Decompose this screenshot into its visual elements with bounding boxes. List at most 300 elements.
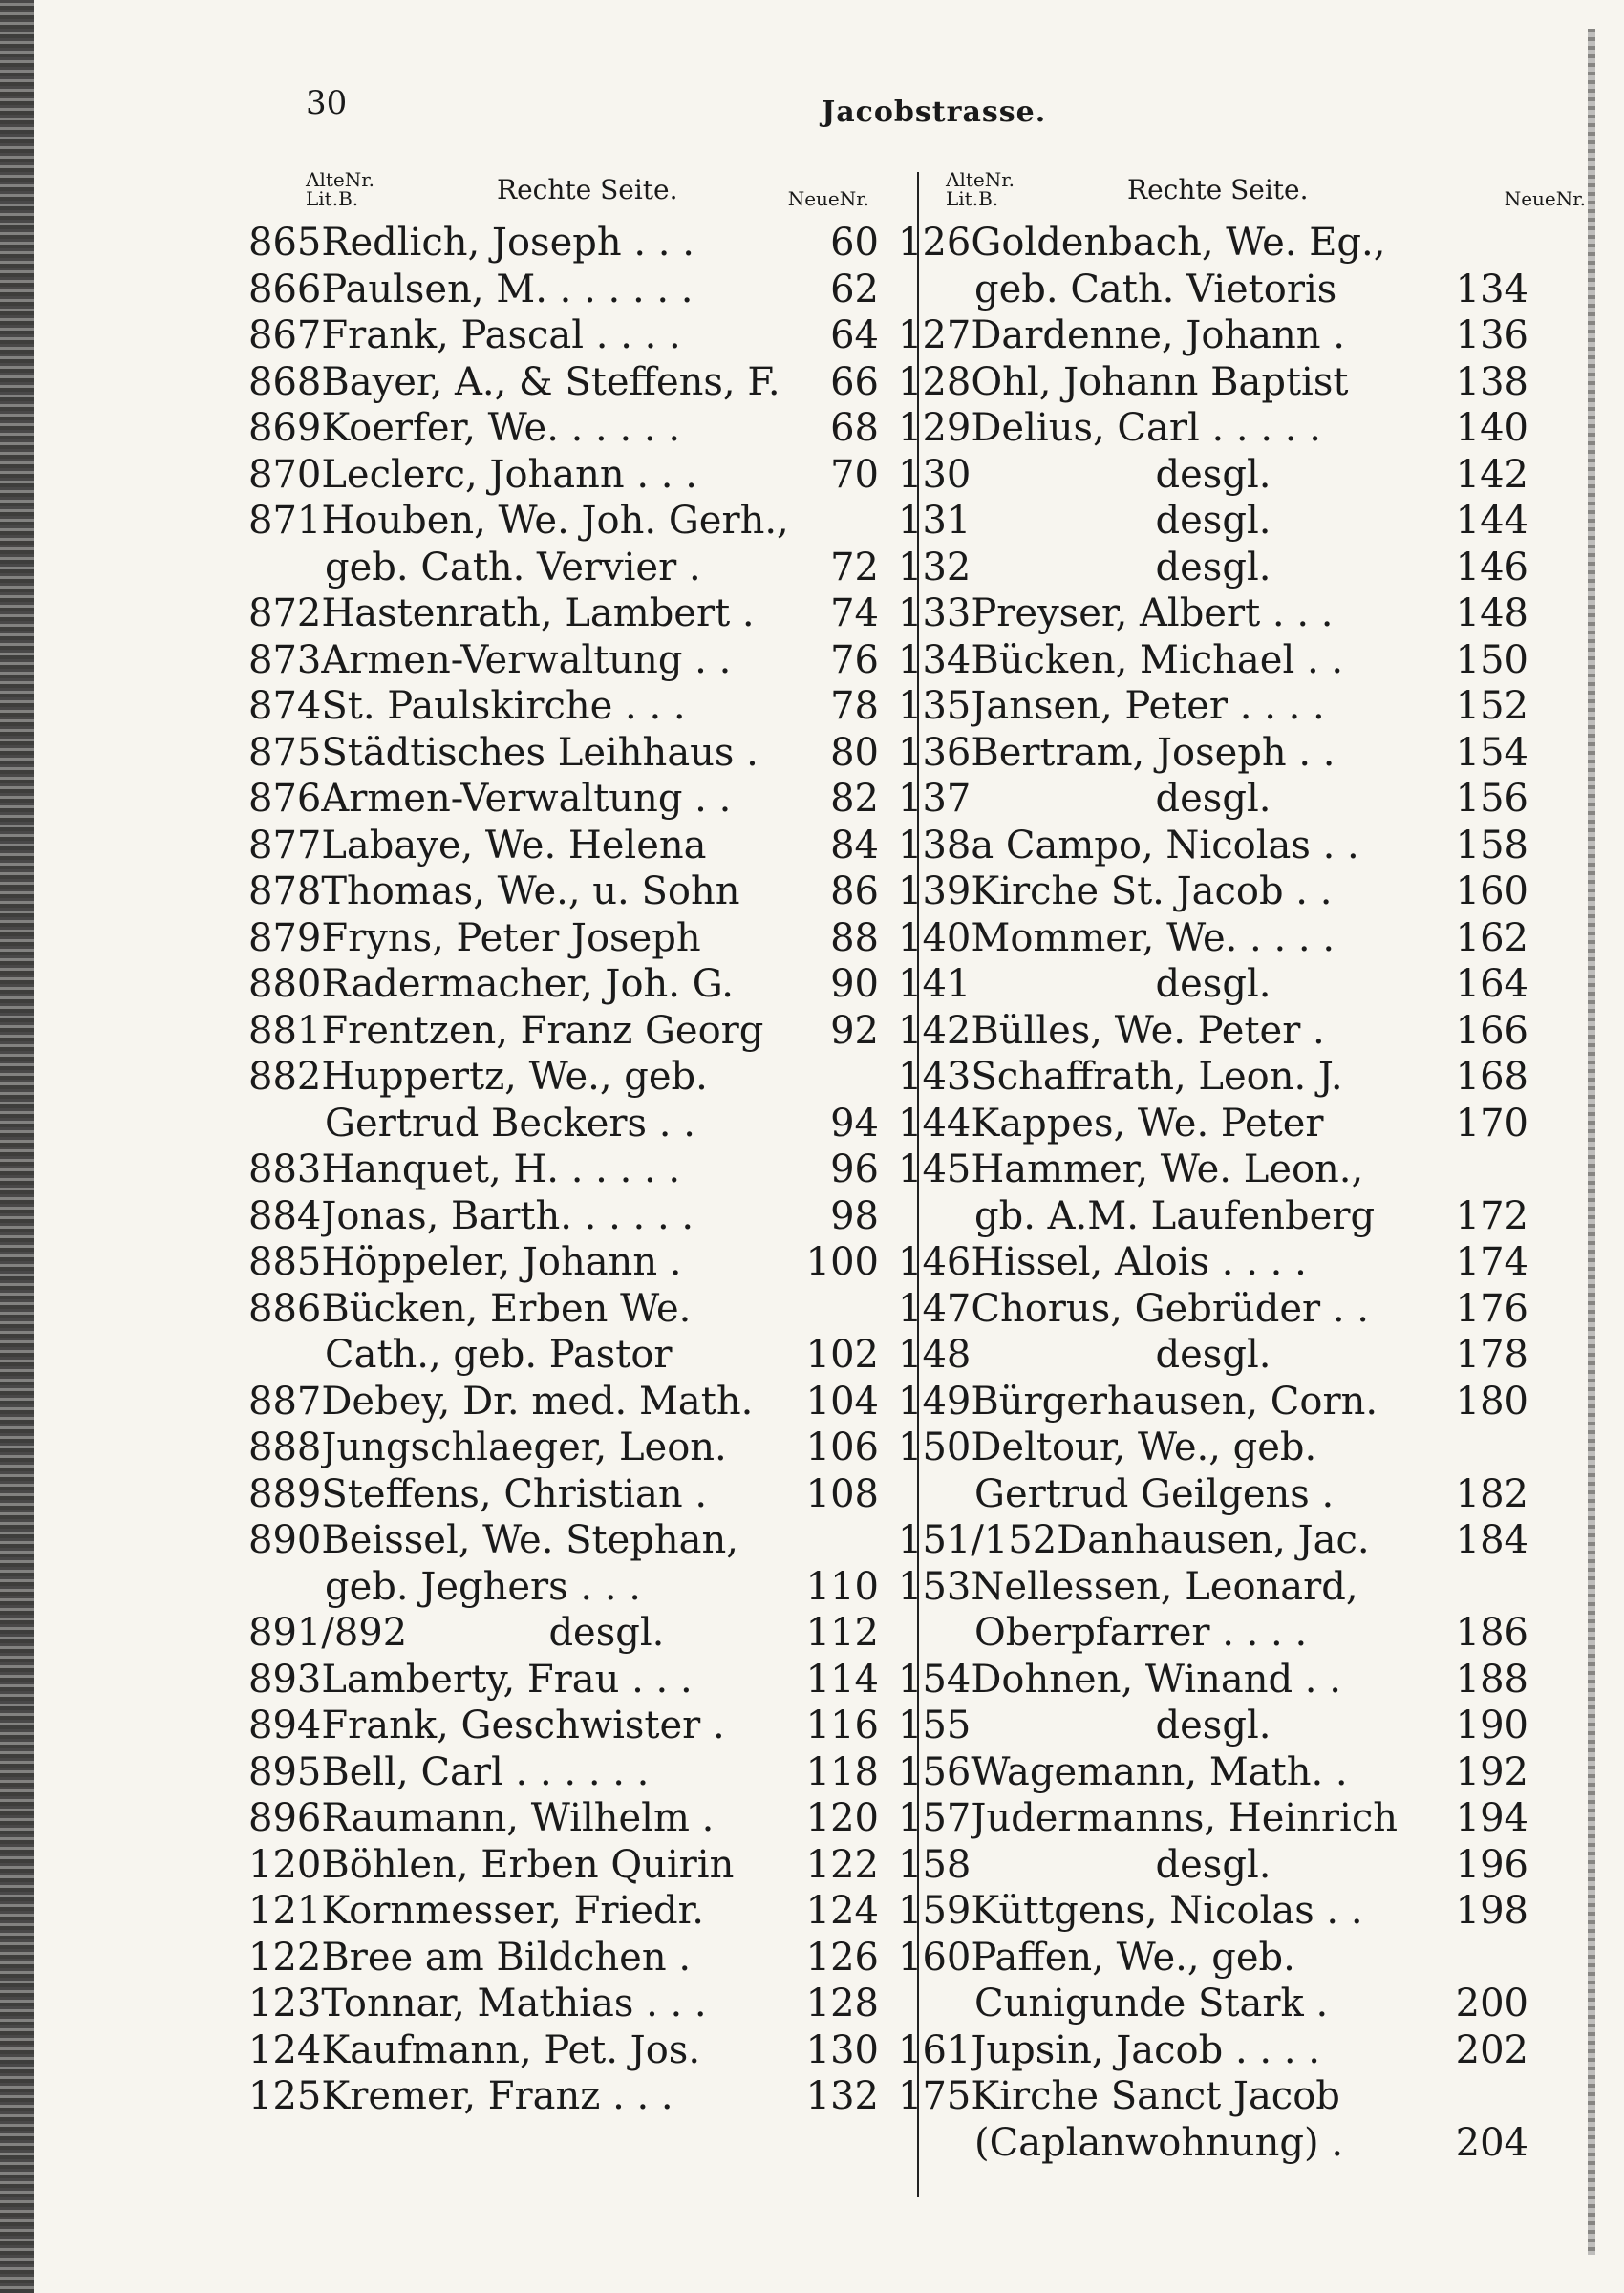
new-number: 82 [830,777,879,821]
table-row [898,823,1528,869]
old-number: 894 [248,1704,322,1747]
new-number: 192 [1455,1749,1528,1794]
old-number: 885 [248,1240,322,1284]
owner-name: Nellessen, Leonard, [971,1564,1358,1609]
left-column [248,170,879,2120]
old-number: 889 [248,1471,322,1516]
table-row [898,405,1528,452]
owner-name: Kappes, We. Peter [971,1101,1324,1146]
old-number: 138 [898,823,972,868]
table-row [248,1101,879,1147]
table-row [248,776,879,823]
table-row [898,1239,1528,1286]
old-number: 153 [898,1564,972,1609]
old-number: 888 [248,1425,322,1469]
owner-name: Tonnar, Mathias . . . [321,1982,707,2025]
new-number: 70 [830,452,879,497]
old-number: 137 [898,777,972,821]
owner-name: Kaufmann, Pet. Jos. [321,2027,701,2072]
new-number: 60 [830,221,879,265]
owner-name: Dardenne, Johann . [971,313,1345,357]
table-row [248,1842,879,1889]
owner-name: Debey, Dr. med. Math. [321,1379,754,1424]
alte-nr-header: AlteNr. Lit.B. [946,168,1015,210]
old-number: 127 [898,313,972,357]
new-number: 190 [1455,1704,1528,1747]
owner-name: geb. Cath. Vietoris [974,267,1337,311]
old-number: 140 [898,915,972,960]
owner-name: Huppertz, We., geb. [321,1055,708,1099]
owner-name: Redlich, Joseph . . . [321,221,694,265]
new-number: 94 [830,1101,879,1146]
table-row [248,823,879,869]
old-number: 146 [898,1240,972,1284]
owner-name: desgl. [1155,499,1271,543]
table-row [898,452,1528,499]
new-number: 92 [830,1008,879,1053]
old-number: 123 [248,1982,322,2025]
owner-name: Bell, Carl . . . . . . [321,1749,650,1794]
neue-nr-header: NeueNr. [787,187,869,210]
table-row [898,1795,1528,1842]
scan-binding-edge [0,0,34,2293]
new-number: 194 [1455,1796,1528,1840]
new-number: 198 [1455,1889,1528,1933]
scan-page-edge [1588,29,1595,2255]
owner-name: Bertram, Joseph . . [971,730,1336,775]
old-number: 129 [898,406,972,450]
old-number: 125 [248,2074,322,2118]
table-row [898,1749,1528,1796]
owner-name: Hastenrath, Lambert . [321,591,755,635]
owner-name: desgl. [1155,1333,1271,1377]
table-row [248,1054,879,1101]
owner-name: Bücken, Michael . . [971,637,1344,682]
old-number: 882 [248,1055,322,1099]
table-row [248,312,879,359]
old-number: 120 [248,1842,322,1887]
old-number: 135 [898,684,972,728]
seite-header: Rechte Seite. [497,174,678,205]
owner-name: Preyser, Albert . . . [971,591,1334,635]
page-number: 30 [306,84,348,122]
table-row [248,220,879,267]
new-number: 186 [1455,1611,1528,1655]
owner-name: gb. A.M. Laufenberg [974,1193,1376,1238]
new-number: 88 [830,915,879,960]
old-number: 143 [898,1055,972,1099]
table-row [248,267,879,313]
new-number: 136 [1455,313,1528,357]
table-row [248,1471,879,1518]
new-number: 178 [1455,1333,1528,1377]
old-number: 874 [248,684,322,728]
old-number: 870 [248,452,322,497]
old-number: 122 [248,1935,322,1980]
new-number: 110 [805,1564,879,1609]
owner-name: Mommer, We. . . . . [971,915,1336,960]
old-number: 865 [248,221,322,265]
owner-name: Ohl, Johann Baptist [971,359,1349,404]
old-number: 136 [898,730,972,775]
old-number: 128 [898,359,972,404]
owner-name: Jupsin, Jacob . . . . [971,2027,1320,2072]
owner-name: Fryns, Peter Joseph [321,915,701,960]
new-number: 174 [1455,1240,1528,1284]
table-row [248,868,879,915]
old-number: 875 [248,730,322,775]
table-row [248,1795,879,1842]
owner-name: Houben, We. Joh. Gerh., [321,499,789,543]
new-number: 126 [805,1935,879,1980]
old-number: 880 [248,962,322,1006]
owner-name: Bree am Bildchen . [321,1935,692,1980]
owner-name: Jonas, Barth. . . . . . [321,1193,694,1238]
owner-name: Küttgens, Nicolas . . [971,1889,1363,1933]
owner-name: Cath., geb. Pastor [325,1333,673,1377]
table-row [898,1517,1528,1564]
new-number: 146 [1455,545,1528,589]
new-number: 72 [830,545,879,589]
old-number: 883 [248,1147,322,1191]
new-number: 64 [830,313,879,357]
old-number: 884 [248,1193,322,1238]
right-column [898,168,1586,2166]
old-number: 160 [898,1935,972,1980]
table-row [248,2073,879,2120]
old-number: 873 [248,637,322,682]
new-number: 118 [805,1749,879,1794]
owner-name: Cunigunde Stark . [974,1982,1329,2025]
table-row [898,1379,1528,1425]
new-number: 142 [1455,452,1528,497]
new-number: 162 [1455,915,1528,960]
old-number: 891/892 [248,1611,408,1655]
table-row [248,1425,879,1471]
new-number: 180 [1455,1379,1528,1424]
entry-list [248,220,879,2120]
table-row [248,498,879,545]
old-number: 131 [898,499,972,543]
owner-name: desgl. [1155,545,1271,589]
owner-name: Goldenbach, We. Eg., [971,221,1386,265]
new-number: 200 [1455,1982,1528,2025]
new-number: 120 [805,1796,879,1840]
owner-name: Schaffrath, Leon. J. [971,1055,1343,1099]
owner-name: desgl. [1155,1704,1271,1747]
owner-name: Hammer, We. Leon., [971,1147,1364,1191]
new-number: 114 [805,1657,879,1702]
new-number: 196 [1455,1842,1528,1887]
new-number: 154 [1455,730,1528,775]
owner-name: Chorus, Gebrüder . . [971,1286,1370,1331]
owner-name: geb. Cath. Vervier . [325,545,701,589]
owner-name: Beissel, We. Stephan, [321,1518,738,1562]
old-number: 148 [898,1333,972,1377]
owner-name: Lamberty, Frau . . . [321,1657,693,1702]
owner-name: Kornmesser, Friedr. [321,1889,705,1933]
table-row [898,961,1528,1008]
table-row [898,359,1528,406]
owner-name: Städtisches Leihhaus . [321,730,759,775]
owner-name: Koerfer, We. . . . . . [321,406,681,450]
old-number: 124 [248,2027,322,2072]
owner-name: Armen-Verwaltung . . [321,637,732,682]
old-number: 155 [898,1704,972,1747]
table-row [898,637,1528,684]
table-row [898,868,1528,915]
old-number: 149 [898,1379,972,1424]
owner-name: Frentzen, Franz Georg [321,1008,764,1053]
table-row [898,1564,1528,1611]
old-number: 126 [898,221,972,265]
table-row [898,1981,1528,2027]
table-row [248,2027,879,2074]
old-number: 886 [248,1286,322,1331]
new-number: 116 [805,1704,879,1747]
old-number: 893 [248,1657,322,1702]
table-row [248,590,879,637]
new-number: 156 [1455,777,1528,821]
old-number: 158 [898,1842,972,1887]
old-number: 150 [898,1425,972,1469]
owner-name: Paffen, We., geb. [971,1935,1295,1980]
owner-name: Höppeler, Johann . [321,1240,682,1284]
new-number: 106 [805,1425,879,1469]
new-number: 98 [830,1193,879,1238]
table-row [248,961,879,1008]
new-number: 176 [1455,1286,1528,1331]
owner-name: Jungschlaeger, Leon. [321,1425,727,1469]
table-row [898,1146,1528,1193]
new-number: 170 [1455,1101,1528,1146]
old-number: 878 [248,869,322,913]
old-number: 132 [898,545,972,589]
new-number: 152 [1455,684,1528,728]
new-number: 108 [805,1471,879,1516]
table-row [898,1054,1528,1101]
table-row [248,1379,879,1425]
new-number: 86 [830,869,879,913]
table-row [898,267,1528,313]
old-number: 175 [898,2074,972,2118]
old-number: 154 [898,1657,972,1702]
table-row [898,1703,1528,1749]
owner-name: desgl. [1155,962,1271,1006]
new-number: 140 [1455,406,1528,450]
old-number: 868 [248,359,322,404]
owner-name: Hanquet, H. . . . . . [321,1147,681,1191]
new-number: 74 [830,591,879,635]
table-row [248,683,879,730]
old-number: 147 [898,1286,972,1331]
owner-name: Raumann, Wilhelm . [321,1796,715,1840]
old-number: 139 [898,869,972,913]
old-number: 895 [248,1749,322,1794]
table-row [898,498,1528,545]
table-row [898,1425,1528,1471]
table-row [898,312,1528,359]
owner-name: Wagemann, Math. . [971,1749,1348,1794]
table-row [898,545,1528,591]
owner-name: Kremer, Franz . . . [321,2074,673,2118]
table-row [248,1888,879,1935]
table-row [898,1286,1528,1333]
new-number: 100 [805,1240,879,1284]
new-number: 160 [1455,869,1528,913]
old-number: 879 [248,915,322,960]
new-number: 76 [830,637,879,682]
new-number: 172 [1455,1193,1528,1238]
old-number: 142 [898,1008,972,1053]
table-row [898,590,1528,637]
old-number: 896 [248,1796,322,1840]
seite-header: Rechte Seite. [1127,174,1309,205]
new-number: 78 [830,684,879,728]
owner-name: Böhlen, Erben Quirin [321,1842,735,1887]
new-number: 168 [1455,1055,1528,1099]
new-number: 62 [830,267,879,311]
column-header [248,170,879,220]
new-number: 104 [805,1379,879,1424]
new-number: 130 [805,2027,879,2072]
owner-name: desgl. [1155,777,1271,821]
table-row [248,1657,879,1704]
new-number: 150 [1455,637,1528,682]
old-number: 157 [898,1796,972,1840]
table-row [248,915,879,962]
owner-name: Kirche St. Jacob . . [971,869,1333,913]
table-row [248,405,879,452]
owner-name: Steffens, Christian . [321,1471,708,1516]
owner-name: geb. Jeghers . . . [325,1564,641,1609]
table-row [898,683,1528,730]
owner-name: St. Paulskirche . . . [321,684,686,728]
table-row [248,452,879,499]
old-number: 151/152 [898,1518,1058,1562]
owner-name: desgl. [1155,1842,1271,1887]
table-row [248,1981,879,2027]
owner-name: Bülles, We. Peter . [971,1008,1325,1053]
owner-name: Bücken, Erben We. [321,1286,692,1331]
table-row [248,1193,879,1240]
old-number: 133 [898,591,972,635]
table-row [898,1657,1528,1704]
table-row [898,1008,1528,1055]
owner-name: Danhausen, Jac. [1057,1518,1370,1562]
old-number: 130 [898,452,972,497]
owner-name: Frank, Pascal . . . . [321,313,681,357]
owner-name: Hissel, Alois . . . . [971,1240,1307,1284]
table-row [248,1564,879,1611]
old-number: 869 [248,406,322,450]
new-number: 66 [830,359,879,404]
owner-name: Jansen, Peter . . . . [971,684,1325,728]
owner-name: Radermacher, Joh. G. [321,962,734,1006]
table-row [898,1101,1528,1147]
old-number: 159 [898,1889,972,1933]
owner-name: Labaye, We. Helena [321,823,707,868]
table-row [898,1332,1528,1379]
old-number: 867 [248,313,322,357]
table-row [898,1935,1528,1982]
owner-name: Bayer, A., & Steffens, F. [321,359,780,404]
new-number: 124 [805,1889,879,1933]
owner-name: Armen-Verwaltung . . [321,777,732,821]
old-number: 134 [898,637,972,682]
new-number: 112 [805,1611,879,1655]
new-number: 188 [1455,1657,1528,1702]
table-row [248,359,879,406]
old-number: 876 [248,777,322,821]
table-row [248,1286,879,1333]
owner-name: Leclerc, Johann . . . [321,452,697,497]
table-row [248,1749,879,1796]
new-number: 128 [805,1982,879,2025]
old-number: 872 [248,591,322,635]
table-row [248,730,879,777]
old-number: 866 [248,267,322,311]
table-row [248,1146,879,1193]
table-row [898,776,1528,823]
table-row [248,545,879,591]
new-number: 166 [1455,1008,1528,1053]
owner-name: Dohnen, Winand . . [971,1657,1341,1702]
table-row [248,1517,879,1564]
new-number: 204 [1455,2120,1528,2165]
owner-name: Frank, Geschwister . [321,1704,725,1747]
table-row [898,915,1528,962]
owner-name: Paulsen, M. . . . . . . [321,267,694,311]
owner-name: Delius, Carl . . . . . [971,406,1321,450]
table-row [898,1842,1528,1889]
alte-nr-header: AlteNr. Lit.B. [306,168,374,210]
table-row [898,2073,1528,2120]
old-number: 121 [248,1889,322,1933]
new-number: 158 [1455,823,1528,868]
table-row [248,1332,879,1379]
owner-name: desgl. [548,1611,665,1655]
old-number: 881 [248,1008,322,1053]
table-row [898,1193,1528,1240]
old-number: 871 [248,499,322,543]
new-number: 184 [1455,1518,1528,1562]
table-row [248,1008,879,1055]
old-number: 145 [898,1147,972,1191]
new-number: 122 [805,1842,879,1887]
old-number: 890 [248,1518,322,1562]
old-number: 877 [248,823,322,868]
table-row [898,220,1528,267]
new-number: 102 [805,1333,879,1377]
table-row [898,2120,1528,2167]
new-number: 202 [1455,2027,1528,2072]
old-number: 141 [898,962,972,1006]
new-number: 144 [1455,499,1528,543]
table-row [248,637,879,684]
owner-name: Oberpfarrer . . . . [974,1611,1308,1655]
old-number: 144 [898,1101,972,1146]
new-number: 90 [830,962,879,1006]
owner-name: Gertrud Geilgens . [974,1471,1335,1516]
owner-name: (Caplanwohnung) . [974,2120,1344,2165]
new-number: 96 [830,1147,879,1191]
table-row [898,1888,1528,1935]
new-number: 182 [1455,1471,1528,1516]
table-row [248,1610,879,1657]
owner-name: Judermanns, Heinrich [971,1796,1398,1840]
new-number: 68 [830,406,879,450]
